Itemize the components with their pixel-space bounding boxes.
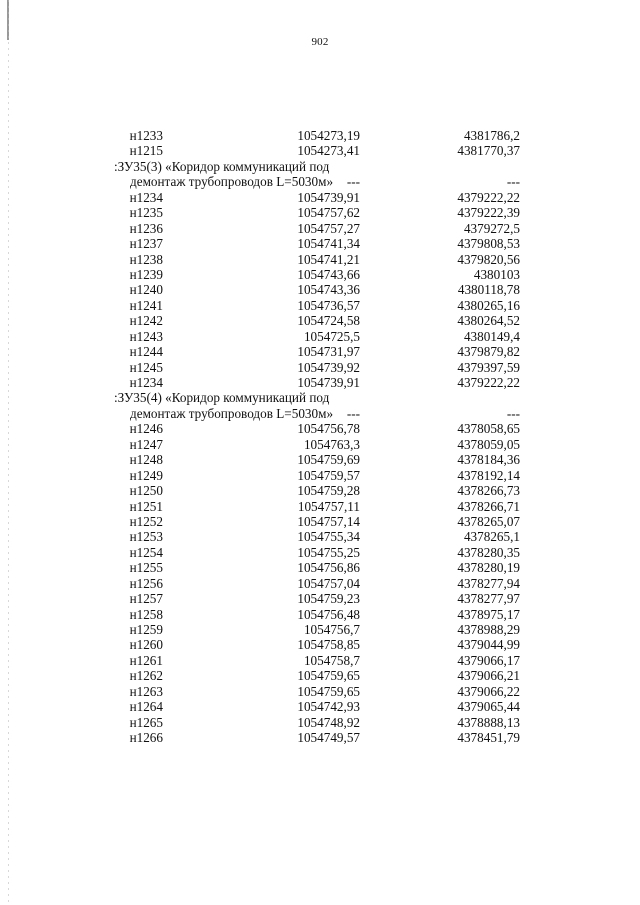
y-coordinate: 4380264,52 — [457, 313, 520, 329]
coordinate-row — [110, 437, 520, 452]
y-coordinate: 4379066,22 — [457, 683, 520, 699]
x-coordinate: 1054757,11 — [297, 498, 360, 514]
x-coordinate: 1054749,57 — [297, 730, 360, 746]
x-coordinate: 1054273,19 — [297, 128, 360, 143]
x-coordinate: 1054724,58 — [297, 313, 360, 329]
coordinate-row — [110, 483, 520, 498]
x-coordinate: 1054741,21 — [297, 251, 360, 267]
x-coordinate: 1054758,7 — [303, 652, 360, 668]
x-coordinate: 1054739,92 — [297, 359, 360, 375]
point-id: н1245 — [129, 359, 163, 375]
y-coordinate: 4378058,65 — [457, 421, 520, 437]
y-coordinate: 4379044,99 — [457, 637, 520, 653]
point-id: н1255 — [129, 560, 163, 576]
coordinate-row — [110, 499, 520, 514]
coordinate-row — [110, 128, 520, 143]
section-title-line-2 — [110, 406, 520, 421]
coordinate-row — [110, 143, 520, 158]
x-coordinate: 1054759,65 — [297, 668, 360, 684]
coordinate-row — [110, 607, 520, 622]
y-coordinate: 4381770,37 — [457, 143, 520, 159]
coordinate-row — [110, 221, 520, 236]
coordinate-row — [110, 282, 520, 297]
point-id: н1250 — [129, 483, 163, 499]
point-id: н1244 — [129, 344, 163, 360]
x-coordinate: 1054755,34 — [297, 529, 360, 545]
point-id: н1238 — [129, 251, 163, 267]
x-coordinate: 1054742,93 — [297, 699, 360, 715]
x-coordinate: 1054757,04 — [297, 575, 360, 591]
point-id: н1243 — [129, 328, 163, 344]
point-id: н1263 — [129, 683, 163, 699]
y-coordinate: 4380103 — [473, 266, 520, 282]
y-coordinate: 4378280,19 — [457, 560, 520, 576]
coordinate-row — [110, 298, 520, 313]
section-title-line-1 — [110, 390, 520, 405]
x-coordinate: 1054757,62 — [297, 205, 360, 221]
x-coordinate: 1054731,97 — [297, 344, 360, 360]
point-id: н1234 — [129, 375, 163, 390]
section-title-line-2 — [110, 174, 520, 189]
y-coordinate: 4379808,53 — [457, 236, 520, 252]
y-coordinate: 4378451,79 — [457, 730, 520, 746]
coordinate-row — [110, 267, 520, 282]
coordinate-row — [110, 560, 520, 575]
x-coordinate: 1054748,92 — [297, 714, 360, 730]
y-coordinate: 4379222,22 — [457, 375, 520, 390]
point-id: н1247 — [129, 436, 163, 452]
y-coordinate: 4378280,35 — [457, 544, 520, 560]
x-coordinate: 1054736,57 — [297, 297, 360, 313]
point-id: н1235 — [129, 205, 163, 221]
point-id: н1260 — [129, 637, 163, 653]
coordinate-row — [110, 313, 520, 328]
coordinate-row — [110, 637, 520, 652]
coordinate-row — [110, 684, 520, 699]
y-coordinate: 4378265,07 — [457, 513, 520, 529]
x-coordinate: 1054759,28 — [297, 483, 360, 499]
coordinate-row — [110, 421, 520, 436]
point-id: н1248 — [129, 452, 163, 468]
x-coordinate: 1054755,25 — [297, 544, 360, 560]
point-id: н1259 — [129, 622, 163, 637]
y-coordinate: 4379820,56 — [457, 251, 520, 267]
coordinate-row — [110, 236, 520, 251]
y-coordinate: 4378277,97 — [457, 591, 520, 607]
y-coordinate: 4380118,78 — [457, 282, 520, 298]
y-coordinate: 4379397,59 — [457, 359, 520, 375]
coordinate-row — [110, 452, 520, 467]
coordinate-row — [110, 668, 520, 683]
point-id: н1254 — [129, 544, 163, 560]
coordinate-row — [110, 468, 520, 483]
point-id: н1265 — [129, 714, 163, 730]
coordinate-row — [110, 375, 520, 390]
x-coordinate: 1054273,41 — [297, 143, 360, 159]
x-coordinate: 1054756,48 — [297, 606, 360, 622]
coordinate-row — [110, 252, 520, 267]
y-coordinate: 4378277,94 — [457, 575, 520, 591]
x-coordinate: 1054757,14 — [297, 513, 360, 529]
x-placeholder: --- — [346, 405, 360, 421]
x-coordinate: 1054763,3 — [303, 436, 360, 452]
y-coordinate: 4380265,16 — [457, 297, 520, 313]
point-id: н1240 — [129, 282, 163, 298]
coordinate-row — [110, 622, 520, 637]
y-coordinate: 4378265,1 — [463, 529, 520, 545]
y-coordinate: 4379222,39 — [457, 205, 520, 221]
point-id: н1264 — [129, 699, 163, 715]
point-id: н1253 — [129, 529, 163, 545]
point-id: н1249 — [129, 467, 163, 483]
y-coordinate: 4379272,5 — [463, 220, 520, 236]
section-title-text: демонтаж трубопроводов L=5030м» — [130, 405, 334, 421]
point-id: н1241 — [129, 297, 163, 313]
point-id: н1251 — [129, 498, 163, 514]
y-coordinate: 4378192,14 — [457, 467, 520, 483]
point-id: н1242 — [129, 313, 163, 329]
x-coordinate: 1054739,91 — [297, 375, 360, 390]
point-id: н1239 — [129, 266, 163, 282]
coordinate-row — [110, 529, 520, 544]
y-placeholder: --- — [506, 174, 520, 190]
coordinate-row — [110, 205, 520, 220]
section-title-text: демонтаж трубопроводов L=5030м» — [130, 174, 334, 190]
y-placeholder: --- — [506, 405, 520, 421]
x-coordinate: 1054756,78 — [297, 421, 360, 437]
coordinates-list — [110, 128, 520, 746]
section-title-text: :ЗУ35(3) «Коридор коммуникаций под — [114, 158, 330, 174]
point-id: н1257 — [129, 591, 163, 607]
scan-edge-dots — [8, 0, 9, 905]
section-title-text: :ЗУ35(4) «Коридор коммуникаций под — [114, 390, 330, 406]
point-id: н1258 — [129, 606, 163, 622]
y-coordinate: 4378888,13 — [457, 714, 520, 730]
point-id: н1215 — [129, 143, 163, 159]
x-coordinate: 1054743,36 — [297, 282, 360, 298]
x-coordinate: 1054756,7 — [303, 622, 360, 637]
coordinate-row — [110, 653, 520, 668]
point-id: н1256 — [129, 575, 163, 591]
coordinate-row — [110, 329, 520, 344]
y-coordinate: 4378266,71 — [457, 498, 520, 514]
y-coordinate: 4378059,05 — [457, 436, 520, 452]
x-coordinate: 1054759,65 — [297, 683, 360, 699]
y-coordinate: 4379065,44 — [457, 699, 520, 715]
point-id: н1266 — [129, 730, 163, 746]
coordinate-row — [110, 514, 520, 529]
y-coordinate: 4378266,73 — [457, 483, 520, 499]
coordinate-row — [110, 545, 520, 560]
coordinate-row — [110, 576, 520, 591]
coordinate-row — [110, 360, 520, 375]
section-title-line-1 — [110, 159, 520, 174]
y-coordinate: 4378975,17 — [457, 606, 520, 622]
y-coordinate: 4381786,2 — [463, 128, 520, 143]
coordinate-row — [110, 190, 520, 205]
coordinate-row — [110, 715, 520, 730]
x-coordinate: 1054743,66 — [297, 266, 360, 282]
x-coordinate: 1054759,57 — [297, 467, 360, 483]
y-coordinate: 4380149,4 — [463, 328, 520, 344]
x-coordinate: 1054739,91 — [297, 189, 360, 205]
coordinate-row — [110, 730, 520, 745]
point-id: н1246 — [129, 421, 163, 437]
y-coordinate: 4379222,22 — [457, 189, 520, 205]
point-id: н1262 — [129, 668, 163, 684]
coordinate-row — [110, 591, 520, 606]
point-id: н1233 — [129, 128, 163, 143]
x-coordinate: 1054756,86 — [297, 560, 360, 576]
x-coordinate: 1054759,23 — [297, 591, 360, 607]
point-id: н1236 — [129, 220, 163, 236]
x-coordinate: 1054741,34 — [297, 236, 360, 252]
x-placeholder: --- — [346, 174, 360, 190]
coordinate-row — [110, 699, 520, 714]
point-id: н1261 — [129, 652, 163, 668]
x-coordinate: 1054725,5 — [303, 328, 360, 344]
y-coordinate: 4378184,36 — [457, 452, 520, 468]
y-coordinate: 4378988,29 — [457, 622, 520, 637]
x-coordinate: 1054758,85 — [297, 637, 360, 653]
point-id: н1237 — [129, 236, 163, 252]
y-coordinate: 4379879,82 — [457, 344, 520, 360]
x-coordinate: 1054759,69 — [297, 452, 360, 468]
x-coordinate: 1054757,27 — [297, 220, 360, 236]
page-number: 902 — [311, 36, 329, 48]
point-id: н1252 — [129, 513, 163, 529]
y-coordinate: 4379066,17 — [457, 652, 520, 668]
coordinate-row — [110, 344, 520, 359]
y-coordinate: 4379066,21 — [457, 668, 520, 684]
point-id: н1234 — [129, 189, 163, 205]
